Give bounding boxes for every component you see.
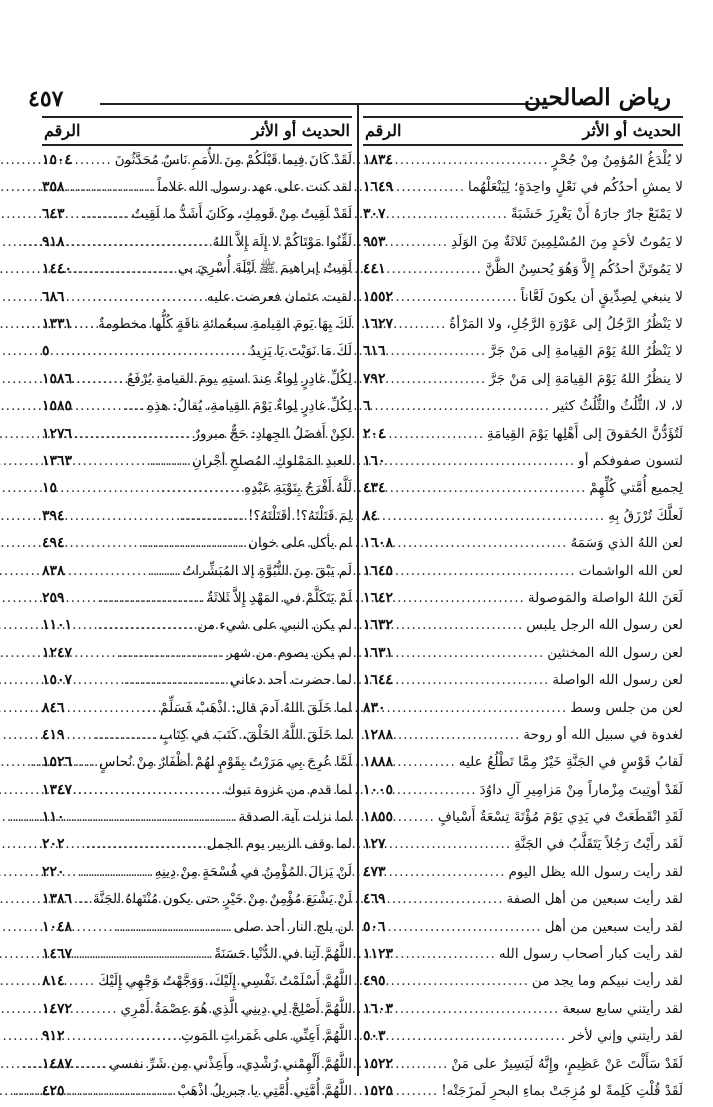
- index-entry: [363, 858, 683, 885]
- dot-leader: [396, 645, 544, 661]
- column-header: [363, 118, 683, 146]
- index-rows: [42, 146, 352, 1105]
- hadith-text: لتسون صفوفكم أو: [578, 452, 683, 469]
- hadith-text: لكِنْ أَفضَلُ الجِهادِ: حَجٌّ مبرورٌ: [193, 425, 352, 442]
- index-entry: [363, 913, 683, 940]
- hadith-text: لَقِّنُوا مَوْتَاكُمْ لا إِلَهَ إِلاَّ اللهُ: [212, 233, 352, 250]
- index-entry: [363, 338, 683, 365]
- hadith-number: ١٦٣١: [363, 644, 394, 661]
- index-entry: [42, 968, 352, 995]
- dot-leader: [68, 289, 204, 305]
- hadith-number: ١٥٨٦: [42, 370, 73, 387]
- hadith-number: ٤٣٤: [363, 480, 386, 497]
- hadith-text: لعن رسول الله المخنثين: [547, 644, 683, 661]
- index-entry: [42, 365, 352, 392]
- dot-leader: [389, 891, 504, 907]
- hadith-text: لا يَمُوتَنَّ أحدُكُم إِلاَّ وَهُوَ يُحسِنُ الظَّنَّ: [484, 261, 683, 278]
- dot-leader: [75, 1056, 106, 1072]
- hadith-text: لما وقف الزبير يوم الجمل: [206, 836, 352, 853]
- hadith-text: لقيت عثمان فعرضت عليه: [206, 288, 352, 305]
- dot-leader: [396, 727, 520, 743]
- index-entry: [42, 639, 352, 666]
- hadith-number: ٦٤٣: [42, 206, 65, 223]
- index-entry: [42, 776, 352, 803]
- hadith-text: لَقَدْ كَانَ فِيما قَبْلَكُمْ مِنَ الأُمَمِ نَاسٌ مُحَدَّثُونَ: [114, 151, 352, 168]
- index-entry: [363, 447, 683, 474]
- hadith-text: لَعَنَ اللهُ الواصلة والمَوصولة: [527, 589, 683, 606]
- dot-leader: [389, 973, 529, 989]
- hadith-number: ١٦٤٢: [363, 589, 394, 606]
- hadith-number: ١٣٦٣: [42, 452, 73, 469]
- hadith-number: ١٨٣٤: [363, 151, 394, 168]
- hadith-number: ٤٢٥: [42, 1082, 65, 1099]
- dot-leader: [374, 398, 550, 414]
- index-entry: [42, 173, 352, 200]
- hadith-text: لا ينبغي لِصِدِّيقٍ أن يكونَ لَعَّاناً: [520, 288, 683, 305]
- dot-leader: [68, 234, 210, 250]
- number-heading: الرقم: [44, 121, 81, 140]
- hadith-text: اللَّهُمَّ آتِنا في الدُّنْيا حَسَنَةً: [214, 946, 352, 963]
- dot-leader: [75, 398, 144, 414]
- index-entry: [42, 913, 352, 940]
- hadith-text: لِكُلِّ غادِرٍ لِواءٌ يَوْمَ القِيامةِ، يُقالُ: هذِهِ: [147, 398, 352, 415]
- hadith-number: ١٦٢٧: [363, 316, 394, 333]
- hadith-text: لا، لا، الثُّلُثُ والثُّلُثُ كثير: [552, 398, 683, 415]
- hadith-number: ١٢٨٨: [363, 726, 394, 743]
- hadith-number: ٢٠٢: [42, 836, 65, 853]
- hadith-text: لقد رأيت رسول الله يظل اليوم: [508, 863, 683, 880]
- dot-leader: [68, 535, 245, 551]
- hadith-number: ٣٠٧: [363, 206, 386, 223]
- dot-leader: [389, 426, 484, 442]
- hadith-text: لَقَدْ قُلْتِ كَلِمةً لو مُزِجَتْ بماءِ البحرِ لَمزَجَتْه!: [441, 1082, 683, 1099]
- dot-leader: [75, 754, 96, 770]
- dot-leader: [75, 617, 194, 633]
- hadith-number: ٦: [363, 398, 371, 415]
- dot-leader: [389, 836, 512, 852]
- hadith-number: ٦١٦: [363, 343, 386, 360]
- dot-leader: [389, 261, 482, 277]
- hadith-number: ١٥٥٢: [363, 288, 394, 305]
- column-header: [42, 118, 352, 146]
- hadith-text: لعن الله الواشمات: [578, 562, 683, 579]
- hadith-number: ٢٢٠: [42, 863, 65, 880]
- hadith-heading: الحديث أو الأثر: [251, 121, 350, 140]
- index-entry: [42, 420, 352, 447]
- hadith-number: ١٦٤٤: [363, 672, 394, 689]
- hadith-text: لغدوة في سبيل الله أو روحة: [523, 726, 683, 743]
- index-entry: [42, 283, 352, 310]
- hadith-text: لا يَنْظُرُ اللهُ يَوْمَ القِيامةِ إلى مَنْ جَرَّ: [489, 343, 683, 360]
- hadith-number: ١٢٧٦: [42, 425, 73, 442]
- dot-leader: [68, 1028, 179, 1044]
- dot-leader: [389, 234, 449, 250]
- hadith-number: ١٦٠: [363, 452, 386, 469]
- index-entry: [363, 886, 683, 913]
- dot-leader: [68, 809, 236, 825]
- hadith-text: لقد رأيت سبعين من أهل الصفة: [506, 891, 683, 908]
- hadith-text: لعن رسول الله الرجل يلبس: [526, 617, 683, 634]
- hadith-number: ١٣٤٧: [42, 781, 73, 798]
- index-entry: [42, 666, 352, 693]
- hadith-text: لِكُلِّ غادِرٍ لِواءٌ عِندَ استِهِ يومَ القيامةِ يُرْفَعُ: [126, 370, 352, 387]
- index-entry: [42, 201, 352, 228]
- index-entry: [363, 666, 683, 693]
- hadith-text: لما حضرت أحد دعاني: [229, 672, 352, 689]
- index-entry: [363, 228, 683, 255]
- index-entry: [42, 557, 352, 584]
- hadith-text: للعبدِ المَمْلوكِ المُصلحِ أجْرانِ: [191, 452, 352, 469]
- hadith-text: لا ينظُرُ اللهُ يَوْمَ القِيامَةِ إلى مَنْ جَرَّ: [489, 370, 683, 387]
- index-entry: [363, 557, 683, 584]
- hadith-number: ٩١٨: [42, 233, 65, 250]
- index-entry: [363, 1023, 683, 1050]
- hadith-text: لما قدم من غزوة تبوك: [224, 781, 352, 798]
- hadith-number: ٤٤١: [363, 261, 386, 278]
- dot-leader: [396, 563, 576, 579]
- dot-leader: [396, 672, 549, 688]
- index-entry: [363, 283, 683, 310]
- hadith-text: لقد رأيت سبعين من أهل: [544, 918, 683, 935]
- dot-leader: [396, 179, 465, 195]
- book-title: رياض الصالحين: [524, 84, 671, 111]
- hadith-text: اللَّهُمَّ أُمَّتِي أُمَّتِي يا جبريلُ اذْهَبْ: [177, 1082, 352, 1099]
- hadith-text: لَنْ يَشْبَعَ مُؤْمِنٌ مِنْ خَيْرٍ حتى يكون مُنْتَهاهُ الجَنَّةَ: [92, 891, 352, 908]
- hadith-number: ١٥٢٥: [363, 1082, 394, 1099]
- hadith-text: لعن رسول الله الواصلة: [552, 672, 683, 689]
- hadith-text: لا يُلْدَغُ المُؤمِنُ مِنْ جُحْرٍ: [551, 151, 683, 168]
- index-entry: [363, 721, 683, 748]
- hadith-number: ١١٢٣: [363, 946, 394, 963]
- hadith-number: ١٦٤٩: [363, 179, 394, 196]
- hadith-text: لَكَ بِهَا يَومَ القِيامةِ سبعُمائةِ ناقَةٍ كُلُّها مخطومةٌ: [98, 316, 352, 333]
- hadith-number: ١٤٦٧: [42, 946, 73, 963]
- dot-leader: [396, 289, 518, 305]
- hadith-text: لَقَدْ أوتِيتَ مِزْماراً مِنْ مَزامِيرِ آلِ داوُدَ: [479, 781, 683, 798]
- hadith-text: لَلَّهُ أَفْرَحُ بِتَوْبَةِ عَبْدِهِ: [244, 480, 352, 497]
- hadith-number: ٤٩٥: [363, 973, 386, 990]
- hadith-text: لَقِيتُ إبراهيمَ ﷺ لَيْلَةَ أُسْرِيَ بي: [177, 260, 352, 277]
- dot-leader: [68, 206, 129, 222]
- index-entry: [363, 749, 683, 776]
- dot-leader: [68, 508, 245, 524]
- hadith-text: لَقابُ قَوْسٍ في الجَنَّةِ خَيْرٌ مِمَّا تَطْلُعُ عليه: [458, 754, 683, 771]
- hadith-text: لم يأكل على خوان: [248, 535, 352, 552]
- dot-leader: [389, 480, 587, 496]
- page-number: ٤٥٧: [28, 86, 64, 112]
- dot-leader: [75, 919, 231, 935]
- hadith-number: ١٣٨٦: [42, 891, 73, 908]
- dot-leader: [75, 261, 175, 277]
- hadith-text: لن يلج النار أحد صلى: [233, 918, 352, 935]
- index-rows: [363, 146, 683, 1105]
- dot-leader: [75, 1001, 117, 1017]
- dot-leader: [396, 946, 496, 962]
- hadith-number: ٨٣٠: [363, 699, 386, 716]
- dot-leader: [75, 946, 211, 962]
- hadith-text: لَقَدْ لَقِيتُ مِنْ قَومِكِ، وكَانَ أَشَدُّ ما لَقِيتُ: [131, 206, 352, 223]
- dot-leader: [396, 590, 525, 606]
- index-entry: [363, 201, 683, 228]
- dot-leader: [53, 343, 247, 359]
- index-entry: [42, 940, 352, 967]
- hadith-text: لعن من جلس وسط: [570, 699, 683, 716]
- hadith-number: ١٦٠٨: [363, 535, 394, 552]
- dot-leader: [68, 973, 96, 989]
- hadith-text: لعن اللهُ الذي وَسَمَهُ: [570, 535, 683, 552]
- hadith-heading: الحديث أو الأثر: [582, 121, 681, 140]
- hadith-text: لقد كنت على عهد رسول الله غلاماً: [157, 179, 352, 196]
- dot-leader: [389, 864, 506, 880]
- hadith-text: لما نزلت آية الصدقة: [238, 809, 352, 826]
- dot-leader: [396, 152, 549, 168]
- hadith-number: ٤٩٤: [42, 535, 65, 552]
- index-entry: [363, 475, 683, 502]
- dot-leader: [396, 1056, 448, 1072]
- hadith-number: ٩١٢: [42, 1028, 65, 1045]
- hadith-text: لِمَ قَتَلْتَهُ؟! أقَتَلْتَهُ؟!: [248, 507, 352, 524]
- dot-leader: [389, 206, 508, 222]
- index-entry: [42, 749, 352, 776]
- index-entry: [363, 310, 683, 337]
- hadith-text: لما خَلَقَ اللَّهُ الخَلْقَ، كَتَبَ في كِتَابٍ: [159, 726, 352, 743]
- index-entry: [42, 1023, 352, 1050]
- dot-leader: [75, 891, 90, 907]
- index-entry: [42, 146, 352, 173]
- dot-leader: [75, 782, 221, 798]
- index-entry: [363, 776, 683, 803]
- hadith-number: ١٦٠٣: [363, 1000, 394, 1017]
- hadith-text: اللَّهُمَّ أَسْلَمْتُ نَفْسِي إِلَيْكَ، وَوَجَّهْتُ وَجْهِي إِلَيْكَ: [98, 973, 352, 990]
- index-entry: [42, 228, 352, 255]
- hadith-text: اللَّهُمَّ أَلْهِمْني رُشْدِي، وأَعِذْني مِن شَرِّ نفسي: [109, 1055, 352, 1072]
- index-entry: [363, 831, 683, 858]
- index-entry: [42, 310, 352, 337]
- hadith-number: ٥٠٦: [363, 918, 386, 935]
- dot-leader: [75, 152, 112, 168]
- hadith-number: ١٥: [42, 480, 58, 497]
- dot-leader: [396, 316, 446, 332]
- dot-leader: [75, 371, 124, 387]
- index-entry: [363, 1077, 683, 1104]
- hadith-text: لَمْ يَتَكَلَّمْ في المَهْدِ إِلاَّ ثَلاثَةٌ: [206, 589, 352, 606]
- hadith-number: ٤٦٩: [363, 891, 386, 908]
- index-entry: [42, 721, 352, 748]
- index-entry: [42, 694, 352, 721]
- hadith-text: لا يَمْنَعْ جارٌ جارَهُ أَنْ يَغْرِزَ خَشَبَةً: [510, 206, 683, 223]
- hadith-text: لقد رأيت نبيكم وما يجد من: [531, 973, 683, 990]
- hadith-number: ٣٥٨: [42, 179, 65, 196]
- index-entry: [363, 1050, 683, 1077]
- hadith-text: اللَّهُمَّ أَعِنِّي على غَمَراتِ المَوتِ: [181, 1028, 352, 1045]
- index-entry: [42, 447, 352, 474]
- dot-leader: [396, 754, 456, 770]
- hadith-text: لا يَمُوتُ لأحَدٍ مِنَ المُسْلِمِينَ ثَلاثَةٌ مِنَ الوَلَدِ: [451, 233, 683, 250]
- index-entry: [363, 968, 683, 995]
- hadith-number: ١١٠: [42, 809, 65, 826]
- hadith-text: لَم يَبْقَ مِنَ النُّبُوَّةِ إلا المُبَشِّراتُ: [182, 562, 352, 579]
- dot-leader: [68, 590, 204, 606]
- hadith-number: ٧٩٢: [363, 370, 386, 387]
- index-column-right: [363, 116, 683, 1099]
- dot-leader: [389, 343, 487, 359]
- index-entry: [42, 803, 352, 830]
- hadith-number: ١٣٣١: [42, 316, 73, 333]
- dot-leader: [75, 672, 227, 688]
- hadith-text: لَكَ مَا نَوَيْتَ يَا يَزِيدُ: [249, 343, 352, 360]
- index-entry: [363, 420, 683, 447]
- hadith-text: لم يكن النبي على شيء من: [197, 617, 352, 634]
- index-entry: [363, 256, 683, 283]
- index-entry: [363, 146, 683, 173]
- index-entry: [42, 1077, 352, 1104]
- hadith-text: لَعلَّكَ تُرْزَقُ بِهِ: [608, 507, 683, 524]
- index-entry: [363, 173, 683, 200]
- hadith-text: لَقَدِ انْقَطَعَتْ في يَدِي يَوْمَ مُؤْتَةَ تِسْعَةُ أَسْيافٍ: [437, 809, 683, 826]
- hadith-number: ١٤٨٧: [42, 1055, 73, 1072]
- dot-leader: [396, 617, 523, 633]
- dot-leader: [396, 809, 435, 825]
- hadith-number: ١٦٣٢: [363, 617, 394, 634]
- hadith-number: ١٨٨٨: [363, 754, 394, 771]
- index-entry: [42, 612, 352, 639]
- hadith-number: ٩٥٣: [363, 233, 386, 250]
- hadith-text: لَنْ يَزالَ المُؤْمِنُ في فُسْحَةٍ مِنْ دِينِهِ: [154, 863, 352, 880]
- index-entry: [42, 1050, 352, 1077]
- index-entry: [42, 338, 352, 365]
- hadith-number: ١٤٤٠: [42, 261, 73, 278]
- hadith-number: ١٨٥٥: [363, 809, 394, 826]
- index-entry: [42, 858, 352, 885]
- index-column-left: [42, 116, 352, 1099]
- index-entry: [363, 502, 683, 529]
- hadith-text: لِجميع أُمَّتي كُلِّهِمْ: [589, 480, 683, 497]
- hadith-number: ١٥٢٦: [42, 754, 73, 771]
- hadith-number: ١٤٧٢: [42, 1000, 73, 1017]
- hadith-number: ١٢٧: [363, 836, 386, 853]
- hadith-text: لما خَلَقَ اللهُ آدمَ قال: اذْهَبْ فَسَلِّمْ: [160, 699, 352, 716]
- hadith-text: لقد رأيتني سابع سبعة: [562, 1000, 683, 1017]
- hadith-text: لَقَد رأَيْتُ رَجُلاً يَتَقَلَّبُ في الجَنَّةِ: [514, 836, 683, 853]
- hadith-number: ٥: [42, 343, 50, 360]
- hadith-text: لقد رأيت كبار أصحاب رسول الله: [498, 946, 683, 963]
- hadith-text: لَتُؤَدُّنَّ الحُقوقَ إلى أَهْلِها يَوْمَ القِيامَةِ: [487, 425, 683, 442]
- hadith-number: ٨٤٦: [42, 699, 65, 716]
- number-heading: الرقم: [365, 121, 402, 140]
- dot-leader: [68, 700, 158, 716]
- dot-leader: [68, 1083, 175, 1099]
- dot-leader: [75, 453, 189, 469]
- hadith-number: ١٢٤٧: [42, 644, 73, 661]
- hadith-number: ١٥٠٤: [42, 151, 73, 168]
- dot-leader: [389, 371, 487, 387]
- hadith-text: لَقَدْ سَأَلْتَ عَنْ عَظِيمٍ، وإِنَّهُ لَيَسِيرٌ على مَنْ: [451, 1055, 683, 1072]
- hadith-number: ١٠٤٨: [42, 918, 73, 935]
- index-entry: [363, 584, 683, 611]
- index-entry: [363, 639, 683, 666]
- dot-leader: [68, 179, 155, 195]
- dot-leader: [381, 508, 605, 524]
- dot-leader: [60, 480, 241, 496]
- header-rule: [100, 103, 552, 105]
- hadith-number: ٣٩٤: [42, 507, 65, 524]
- hadith-number: ١١٠١: [42, 617, 73, 634]
- hadith-number: ٨٣٨: [42, 562, 65, 579]
- hadith-number: ٤١٩: [42, 726, 65, 743]
- index-entry: [363, 612, 683, 639]
- dot-leader: [75, 316, 95, 332]
- index-entry: [42, 529, 352, 556]
- hadith-text: لقد رأيتني وإني لأخر: [569, 1028, 683, 1045]
- index-entry: [42, 831, 352, 858]
- dot-leader: [68, 836, 204, 852]
- hadith-text: لَمَّا عُرِجَ بِي مَرَرْتُ بِقَوْمٍ لهُمْ أظْفَارٌ مِنْ نُحاسٍ: [98, 754, 352, 771]
- hadith-text: اللَّهُمَّ أَصْلِحْ لِي دِينِي الَّذِي هُوَ عِصْمَةُ أَمْرِي: [120, 1000, 352, 1017]
- index-entry: [42, 584, 352, 611]
- hadith-number: ٢٠٤: [363, 425, 386, 442]
- dot-leader: [396, 1083, 438, 1099]
- hadith-text: لا يَنْظُرُ الرَّجُلُ إلى عَوْرَةِ الرَّجُلِ، ولا المَرْأةُ: [449, 316, 683, 333]
- index-entry: [363, 365, 683, 392]
- hadith-number: ٥٠٣: [363, 1028, 386, 1045]
- index-entry: [363, 529, 683, 556]
- index-entry: [42, 475, 352, 502]
- dot-leader: [396, 535, 567, 551]
- dot-leader: [75, 426, 190, 442]
- hadith-number: ١٥٨٥: [42, 398, 73, 415]
- hadith-number: ٤٧٣: [363, 863, 386, 880]
- hadith-number: ٢٥٩: [42, 589, 65, 606]
- index-entry: [363, 803, 683, 830]
- hadith-number: ١٦٤٥: [363, 562, 394, 579]
- hadith-number: ١٥٠٧: [42, 672, 73, 689]
- dot-leader: [396, 782, 477, 798]
- dot-leader: [389, 1028, 567, 1044]
- dot-leader: [75, 645, 223, 661]
- index-entry: [42, 502, 352, 529]
- hadith-number: ٨٤: [363, 507, 379, 524]
- index-entry: [363, 995, 683, 1022]
- dot-leader: [389, 919, 542, 935]
- index-entry: [42, 393, 352, 420]
- index-entry: [363, 940, 683, 967]
- hadith-number: ١٥٢٢: [363, 1055, 394, 1072]
- index-entry: [363, 694, 683, 721]
- index-entry: [42, 995, 352, 1022]
- hadith-text: لا يمشِ أحدُكُم في نَعْلٍ واحِدَةٍ؛ لِيَنْعَلْهُما: [468, 179, 683, 196]
- dot-leader: [68, 864, 152, 880]
- hadith-text: لم يكن يصوم من شهر: [226, 644, 352, 661]
- dot-leader: [389, 700, 568, 716]
- index-entry: [42, 256, 352, 283]
- hadith-number: ١٠٠٥: [363, 781, 394, 798]
- dot-leader: [389, 453, 576, 469]
- hadith-number: ٦٨٦: [42, 288, 65, 305]
- dot-leader: [68, 727, 157, 743]
- dot-leader: [68, 563, 180, 579]
- index-entry: [363, 393, 683, 420]
- dot-leader: [396, 1001, 559, 1017]
- index-entry: [42, 886, 352, 913]
- hadith-number: ٨١٤: [42, 973, 65, 990]
